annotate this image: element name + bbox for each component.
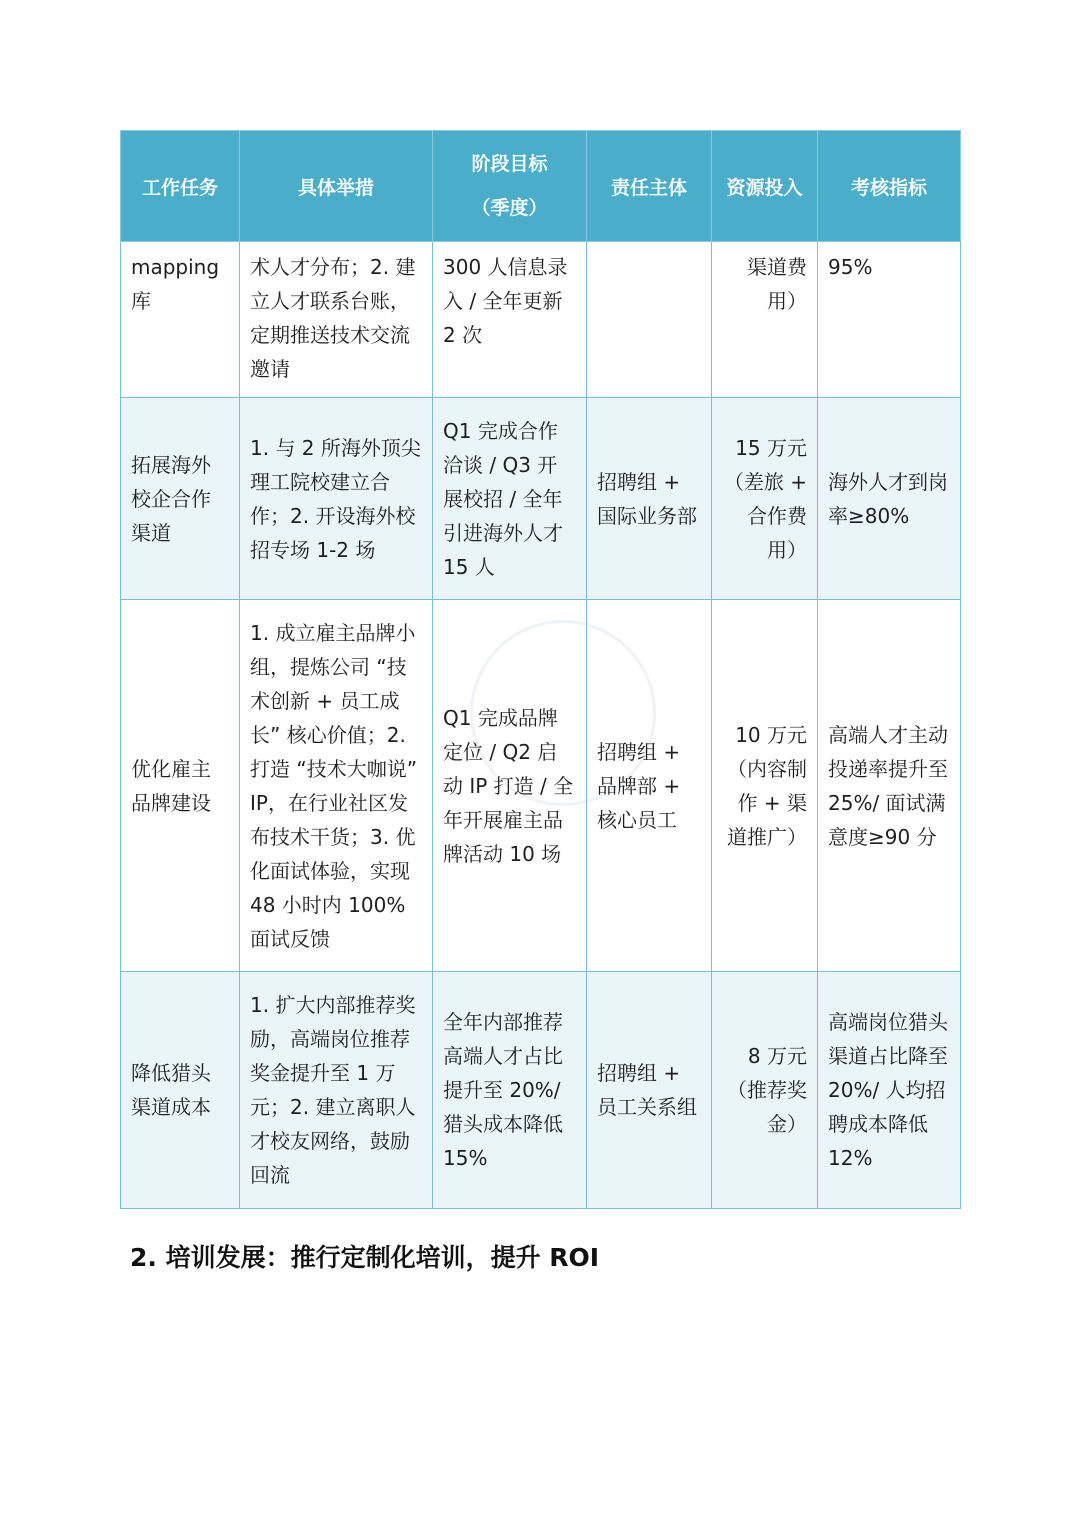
cell-resources: 8 万元（推荐奖金） — [712, 972, 818, 1209]
cell-owner: 招聘组 + 员工关系组 — [587, 972, 712, 1209]
cell-measures: 1. 扩大内部推荐奖励，高端岗位推荐奖金提升至 1 万元；2. 建立离职人才校友网络，鼓励回流 — [240, 972, 433, 1209]
cell-measures: 1. 与 2 所海外顶尖理工院校建立合作；2. 开设海外校招专场 1-2 场 — [240, 398, 433, 600]
table-row — [121, 600, 961, 972]
table-row — [121, 972, 961, 1209]
header-goals — [433, 131, 587, 242]
cell-owner: 招聘组 + 国际业务部 — [587, 398, 712, 600]
cell-goals: 300 人信息录入 / 全年更新 2 次 — [433, 242, 587, 398]
cell-goals: Q1 完成合作洽谈 / Q3 开展校招 / 全年引进海外人才 15 人 — [433, 398, 587, 600]
table-row — [121, 398, 961, 600]
header-resources: 资源投入 — [712, 131, 818, 242]
recruitment-plan-table — [120, 130, 960, 1209]
header-owner: 责任主体 — [587, 131, 712, 242]
cell-task: 优化雇主品牌建设 — [121, 600, 240, 972]
cell-kpi: 高端岗位猎头渠道占比降至 20%/ 人均招聘成本降低 12% — [818, 972, 961, 1209]
header-kpi: 考核指标 — [818, 131, 961, 242]
table-header-row — [121, 131, 961, 242]
cell-measures: 1. 成立雇主品牌小组，提炼公司 “技术创新 + 员工成长” 核心价值；2. 打造 “技术大咖说” IP，在行业社区发布技术干货；3. 优化面试体验，实现 48 小时内 100% 面试反馈 — [240, 600, 433, 972]
cell-task: 拓展海外校企合作渠道 — [121, 398, 240, 600]
cell-task: 降低猎头渠道成本 — [121, 972, 240, 1209]
cell-measures: 术人才分布；2. 建立人才联系台账，定期推送技术交流邀请 — [240, 242, 433, 398]
cell-task: mapping 库 — [121, 242, 240, 398]
cell-kpi: 95% — [818, 242, 961, 398]
cell-kpi: 高端人才主动投递率提升至 25%/ 面试满意度≥90 分 — [818, 600, 961, 972]
cell-kpi: 海外人才到岗率≥80% — [818, 398, 961, 600]
cell-owner — [587, 242, 712, 398]
header-task: 工作任务 — [121, 131, 240, 242]
header-goals-line2: （季度） — [471, 197, 548, 219]
section-heading: 2. 培训发展：推行定制化培训，提升 ROI — [130, 1243, 600, 1272]
header-goals-line1: 阶段目标 — [471, 153, 548, 175]
header-measures: 具体举措 — [240, 131, 433, 242]
cell-resources: 10 万元（内容制作 + 渠道推广） — [712, 600, 818, 972]
cell-goals: 全年内部推荐高端人才占比提升至 20%/ 猎头成本降低 15% — [433, 972, 587, 1209]
cell-owner: 招聘组 + 品牌部 + 核心员工 — [587, 600, 712, 972]
cell-goals: Q1 完成品牌定位 / Q2 启动 IP 打造 / 全年开展雇主品牌活动 10 场 — [433, 600, 587, 972]
table-row — [121, 242, 961, 398]
cell-resources: 渠道费用） — [712, 242, 818, 398]
cell-resources: 15 万元（差旅 + 合作费用） — [712, 398, 818, 600]
